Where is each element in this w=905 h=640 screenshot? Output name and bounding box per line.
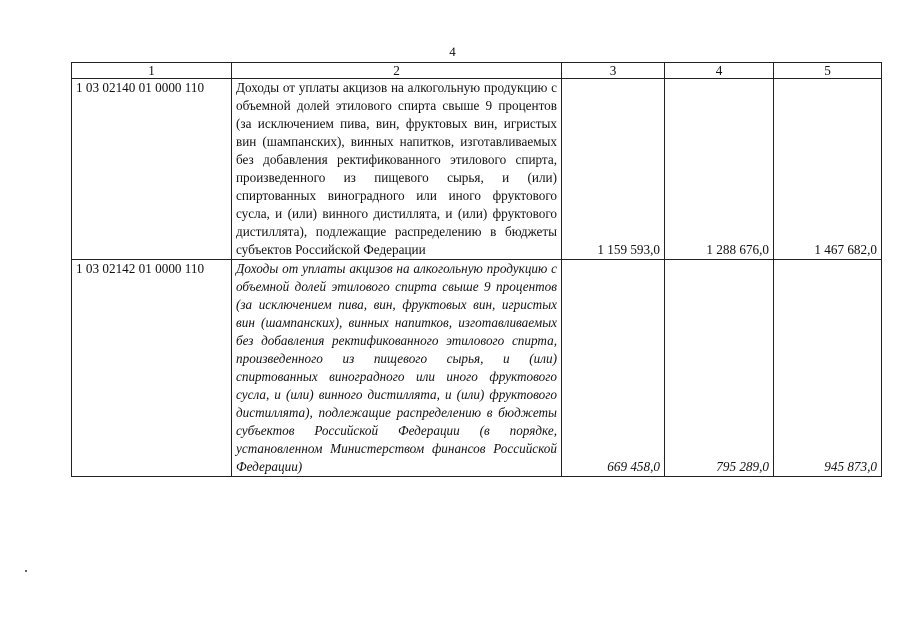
table-row	[72, 79, 882, 260]
budget-revenue-table	[71, 62, 882, 477]
amount-col4: 795 289,0	[665, 260, 774, 477]
revenue-description: Доходы от уплаты акцизов на алкогольную продукцию с объемной долей этилового спирта свыше 9 процентов (за исключением пива, вин, фруктовых вин, игристых вин (шампанских), винных напитков, изготавливаемых без добавления ректификованного этилового спирта, произведенного из пищевого сырья, и (или) спиртованных виноградного или иного фруктового сусла, и (или) винного дистиллята, и (или) фруктового дистиллята), подлежащие распределению в бюджеты субъектов Российской Федерации (в порядке, установленном Министерством финансов Российской Федерации)	[232, 260, 562, 477]
table-row	[72, 260, 882, 477]
page-number: 4	[449, 44, 456, 59]
column-header-3: 3	[562, 63, 665, 79]
column-header-1: 1	[72, 63, 232, 79]
amount-col3: 669 458,0	[562, 260, 665, 477]
budget-code: 1 03 02142 01 0000 110	[72, 260, 232, 477]
column-header-2: 2	[232, 63, 562, 79]
column-header-5: 5	[774, 63, 882, 79]
scan-speck	[25, 570, 27, 572]
revenue-description: Доходы от уплаты акцизов на алкогольную продукцию с объемной долей этилового спирта свыше 9 процентов (за исключением пива, вин, фруктовых вин, игристых вин (шампанских), винных напитков, изготавливаемых без добавления ректификованного этилового спирта, произведенного из пищевого сырья, и (или) спиртованных виноградного или иного фруктового сусла, и (или) винного дистиллята, и (или) фруктового дистиллята), подлежащие распределению в бюджеты субъектов Российской Федерации	[232, 79, 562, 260]
amount-col5: 945 873,0	[774, 260, 882, 477]
amount-col3: 1 159 593,0	[562, 79, 665, 260]
column-header-4: 4	[665, 63, 774, 79]
amount-col4: 1 288 676,0	[665, 79, 774, 260]
table-header-row	[72, 63, 882, 79]
amount-col5: 1 467 682,0	[774, 79, 882, 260]
budget-code: 1 03 02140 01 0000 110	[72, 79, 232, 260]
